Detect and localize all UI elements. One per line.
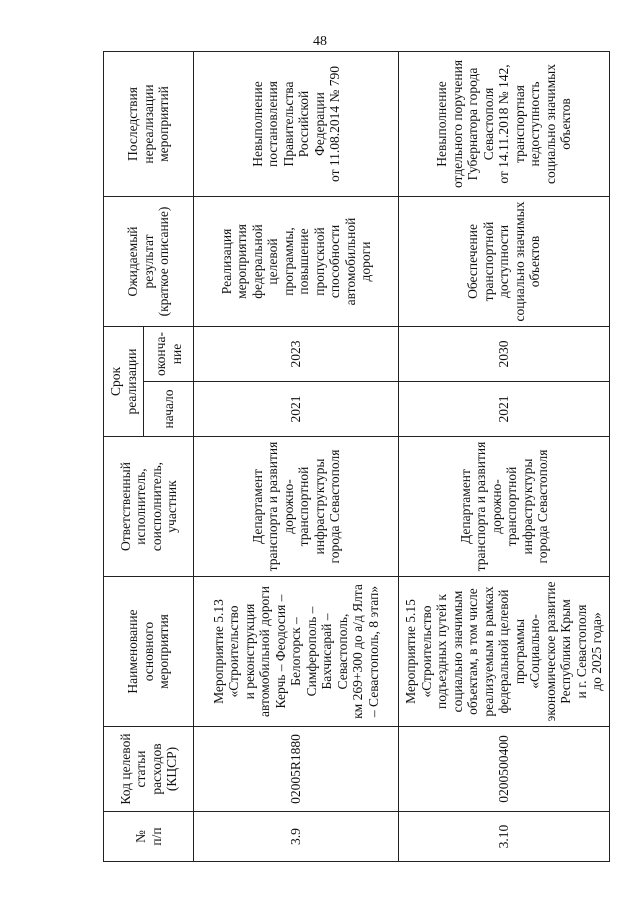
header-consequences: Последствия нереализации мероприятий [104,51,194,196]
row-consequences: Невыполнение отдельного поручения Губернатора города Севастополя от 14.11.2018 № 142, транспортная недоступность социально значимых объектов [399,51,610,196]
header-code: Код целевой статьи расходов (КЦСР) [104,727,194,812]
page-number: 48 [313,34,327,49]
row-result: Реализация мероприятия федеральной целевой программы, повышение пропускной способности автомобильной дороги [194,196,399,326]
row-name: Мероприятие 5.15 «Строительство подъездных путей к социально значимым объектам, в том числе реализуемым в рамках федеральной целевой программы «Социально- экономическое развитие Республики Крым и г. Севастополя до 2025 года» [399,577,610,727]
header-term: Срок реализации [104,326,144,436]
measures-table [103,51,610,862]
row-start: 2021 [399,382,610,437]
header-result: Ожидаемый результат (краткое описание) [104,196,194,326]
row-consequences: Невыполнение постановления Правительства Российской Федерации от 11.08.2014 № 790 [194,51,399,196]
row-end: 2023 [194,326,399,381]
header-row [104,51,144,861]
rotated-table-wrapper [103,52,609,862]
row-num: 3.9 [194,812,399,862]
row-num: 3.10 [399,812,610,862]
table-row [194,51,399,861]
row-executor: Департамент транспорта и развития дорожно- транспортной инфраструктуры города Севастополя [399,437,610,577]
row-code: 0200500400 [399,727,610,812]
row-name: Мероприятие 5.13 «Строительство и реконструкция автомобильной дороги Керчь – Феодосия – Белогорск – Симферополь – Бахчисарай – Севастополь, км 269+300 до а/д Ялта – Севастополь, 8 этап» [194,577,399,727]
row-end: 2030 [399,326,610,381]
header-executor: Ответственный исполнитель, соисполнитель, участник [104,437,194,577]
header-start: начало [144,382,194,437]
table-row [399,51,610,861]
row-executor: Департамент транспорта и развития дорожно- транспортной инфраструктуры города Севастополя [194,437,399,577]
row-code: 02005R1880 [194,727,399,812]
row-result: Обеспечение транспортной доступности социально значимых объектов [399,196,610,326]
header-name: Наименование основного мероприятия [104,577,194,727]
row-start: 2021 [194,382,399,437]
header-num: № п/п [104,812,194,862]
header-end: оконча- ние [144,326,194,381]
